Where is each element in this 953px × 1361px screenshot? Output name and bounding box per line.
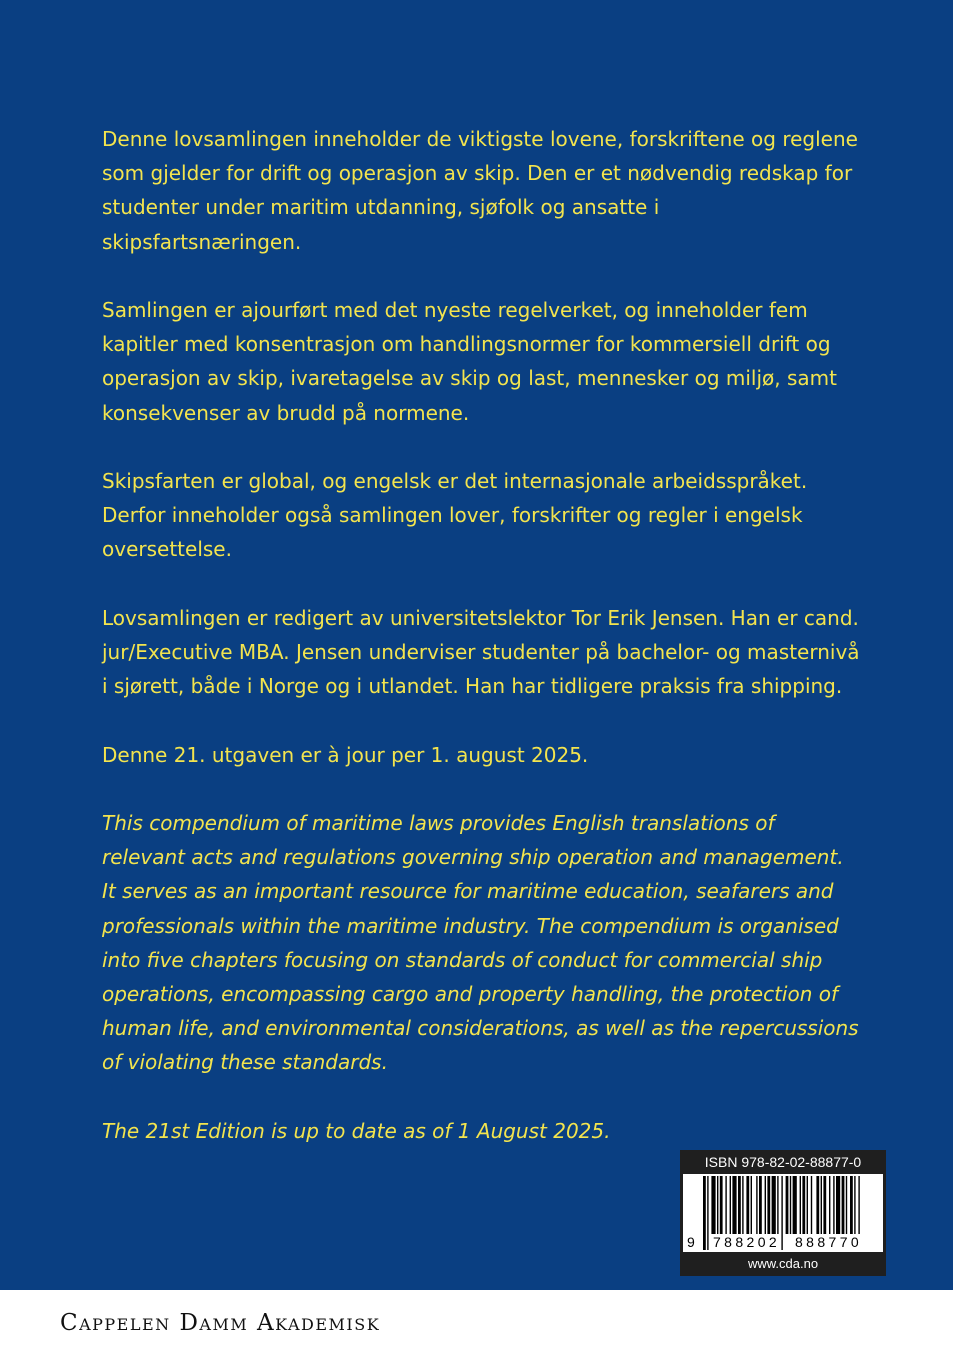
barcode-bar [836, 1176, 840, 1234]
barcode-bar [811, 1176, 812, 1234]
isbn-barcode-box [680, 1150, 886, 1276]
barcode-bar [842, 1176, 845, 1234]
barcode-bar [742, 1176, 743, 1234]
barcode-bar [759, 1176, 762, 1234]
barcode-bar [717, 1176, 718, 1234]
barcode-bar [765, 1176, 766, 1234]
barcode-bar [821, 1176, 822, 1234]
barcode-bar [767, 1176, 770, 1234]
barcode-digits [683, 1234, 883, 1252]
barcode-bar [833, 1176, 834, 1234]
barcode-digit-first: 9 [687, 1234, 695, 1250]
barcode-bar [732, 1176, 736, 1234]
barcode-bar [786, 1176, 789, 1234]
barcode-digit-group-2: 888770 [795, 1234, 863, 1250]
barcode-bar [725, 1176, 726, 1234]
barcode-digit-group-1: 788202 [713, 1234, 781, 1250]
barcode-bar [807, 1176, 808, 1234]
barcode-bar [800, 1176, 801, 1234]
barcode-bar [777, 1176, 778, 1234]
barcode-bar [850, 1176, 853, 1234]
barcode-bar [829, 1176, 830, 1234]
barcode-bar [756, 1176, 757, 1234]
barcode-bar [846, 1176, 847, 1234]
barcode-bar [711, 1176, 715, 1234]
barcode-bar [816, 1176, 819, 1234]
barcode-bar [854, 1176, 855, 1234]
barcode [683, 1174, 883, 1252]
barcode-bar [746, 1176, 749, 1234]
barcode-bar [772, 1176, 776, 1234]
cover-text [102, 122, 862, 1182]
barcode-bar [720, 1176, 723, 1234]
barcode-bar [751, 1176, 752, 1234]
barcode-bar [802, 1176, 805, 1234]
edition-note-english: The 21st Edition is up to date as of 1 August 2025. [102, 1118, 611, 1143]
english-description: This compendium of maritime laws provides English translations of relevant acts and regulations governing ship operation and management. It serves as an important resource for maritime education, seafarers and professionals within the maritime industry. The compendium is organised into five chapters focusing on standards of conduct for commercial ship operations, encompassing cargo and property handling, the protection of human life, and environmental considerations, as well as the repercussions of violating these standards. [102, 810, 859, 1075]
description-paragraph-2: Samlingen er ajourført med det nyeste regelverket, og inneholder fem kapitler med konsentrasjon om handlingsnormer for kommersiell drift og operasjon av skip, ivaretagelse av skip og last, mennesker og miljø, samt konsekvenser av brudd på normene. [102, 298, 837, 425]
editor-paragraph: Lovsamlingen er redigert av universitetslektor Tor Erik Jensen. Han er cand. jur/Executive MBA. Jensen underviser studenter på bachelor- og masternivå i sjørett, både i Norge og i utlandet. Han har tidligere praksis fra shipping. [102, 605, 860, 699]
barcode-bar [823, 1176, 826, 1234]
barcode-bar [730, 1176, 731, 1234]
description-paragraph-1: Denne lovsamlingen inneholder de viktigste lovene, forskriftene og reglene som gjelder for drift og operasjon av skip. Den er et nødvendig redskap for studenter under maritim utdanning, sjøfolk og ansatte i skipsfartsnæringen. [102, 127, 858, 254]
barcode-bar [790, 1176, 791, 1234]
barcode-bar [738, 1176, 741, 1234]
barcode-bar [793, 1176, 797, 1234]
description-paragraph-3: Skipsfarten er global, og engelsk er det internasjonale arbeidsspråket. Derfor inneholder også samlingen lover, forskrifter og regler i engelsk oversettelse. [102, 469, 808, 562]
publisher-logo: Cappelen Damm Akademisk [60, 1310, 381, 1336]
publisher-url: www.cda.no [747, 1256, 819, 1271]
isbn-label: ISBN 978-82-02-88877-0 [704, 1154, 862, 1170]
edition-note-norwegian: Denne 21. utgaven er à jour per 1. august 2025. [102, 742, 589, 767]
